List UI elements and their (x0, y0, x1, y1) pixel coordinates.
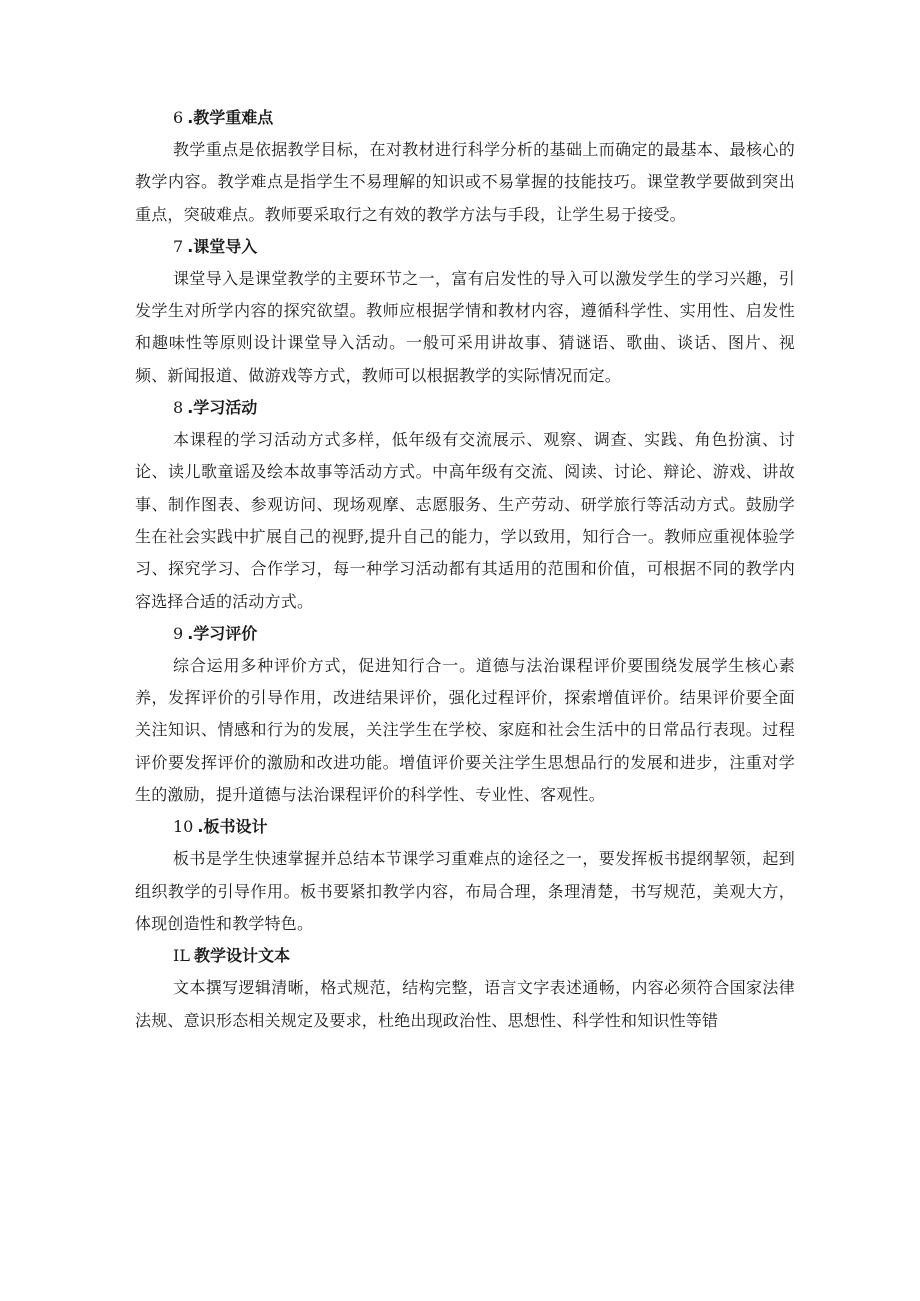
section-8 (135, 392, 795, 618)
section-number: 10 (173, 817, 194, 837)
section-il (135, 940, 795, 1037)
section-number: 6 (173, 108, 184, 127)
section-title: .学习评价 (187, 623, 258, 643)
section-paragraph: 文本撰写逻辑清晰，格式规范，结构完整，语言文字表述通畅，内容必须符合国家法律法规、意识形态相关规定及要求，杜绝出现政治性、思想性、科学性和知识性等错 (135, 978, 795, 1030)
section-number: 7 (173, 236, 184, 256)
document-content (135, 102, 795, 1037)
section-title: .学习活动 (187, 398, 258, 418)
section-9 (135, 618, 795, 811)
section-title: .板书设计 (197, 817, 268, 837)
section-title: 教学设计文本 (193, 946, 290, 966)
section-number: IL (173, 946, 190, 966)
section-title: .课堂导入 (187, 236, 258, 256)
section-heading (135, 940, 795, 972)
section-number: 9 (173, 623, 184, 643)
section-heading (135, 392, 795, 424)
section-title: .教学重难点 (187, 108, 274, 127)
section-paragraph: 教学重点是依据教学目标，在对教材进行科学分析的基础上而确定的最基本、最核心的教学内容。教学难点是指学生不易理解的知识或不易掌握的技能技巧。课堂教学要做到突出重点，突破难点。教师要采取行之有效的教学方法与手段，让学生易于接受。 (135, 140, 795, 224)
section-heading (135, 231, 795, 263)
section-6 (135, 102, 795, 231)
section-7 (135, 231, 795, 392)
section-paragraph: 课堂导入是课堂教学的主要环节之一，富有启发性的导入可以激发学生的学习兴趣，引发学生对所学内容的探究欲望。教师应根据学情和教材内容，遵循科学性、实用性、启发性和趣味性等原则设计课堂导入活动。一般可采用讲故事、猜谜语、歌曲、谈话、图片、视频、新闻报道、做游戏等方式，教师可以根据教学的实际情况而定。 (135, 268, 795, 385)
section-heading (135, 618, 795, 650)
section-10 (135, 811, 795, 940)
section-paragraph: 本课程的学习活动方式多样，低年级有交流展示、观察、调查、实践、角色扮演、讨论、读儿歌童谣及绘本故事等活动方式。中高年级有交流、阅读、讨论、辩论、游戏、讲故事、制作图表、参观访问、现场观摩、志愿服务、生产劳动、研学旅行等活动方式。鼓励学生在社会实践中扩展自己的视野,提升自己的能力，学以致用，知行合一。教师应重视体验学习、探究学习、合作学习，每一种学习活动都有其适用的范围和价值，可根据不同的教学内容选择合适的活动方式。 (135, 430, 795, 611)
section-heading (135, 102, 795, 134)
section-paragraph: 综合运用多种评价方式，促进知行合一。道德与法治课程评价要围绕发展学生核心素养，发挥评价的引导作用，改进结果评价，强化过程评价，探索增值评价。结果评价要全面关注知识、情感和行为的发展，关注学生在学校、家庭和社会生活中的日常品行表现。过程评价要发挥评价的激励和改进功能。增值评价要关注学生思想品行的发展和进步，注重对学生的激励，提升道德与法治课程评价的科学性、专业性、客观性。 (135, 655, 795, 805)
section-heading (135, 811, 795, 843)
section-number: 8 (173, 398, 184, 418)
section-paragraph: 板书是学生快速掌握并总结本节课学习重难点的途径之一，要发挥板书提纲挈领，起到组织教学的引导作用。板书要紧扣教学内容，布局合理，条理清楚，书写规范，美观大方，体现创造性和教学特色。 (135, 849, 795, 933)
